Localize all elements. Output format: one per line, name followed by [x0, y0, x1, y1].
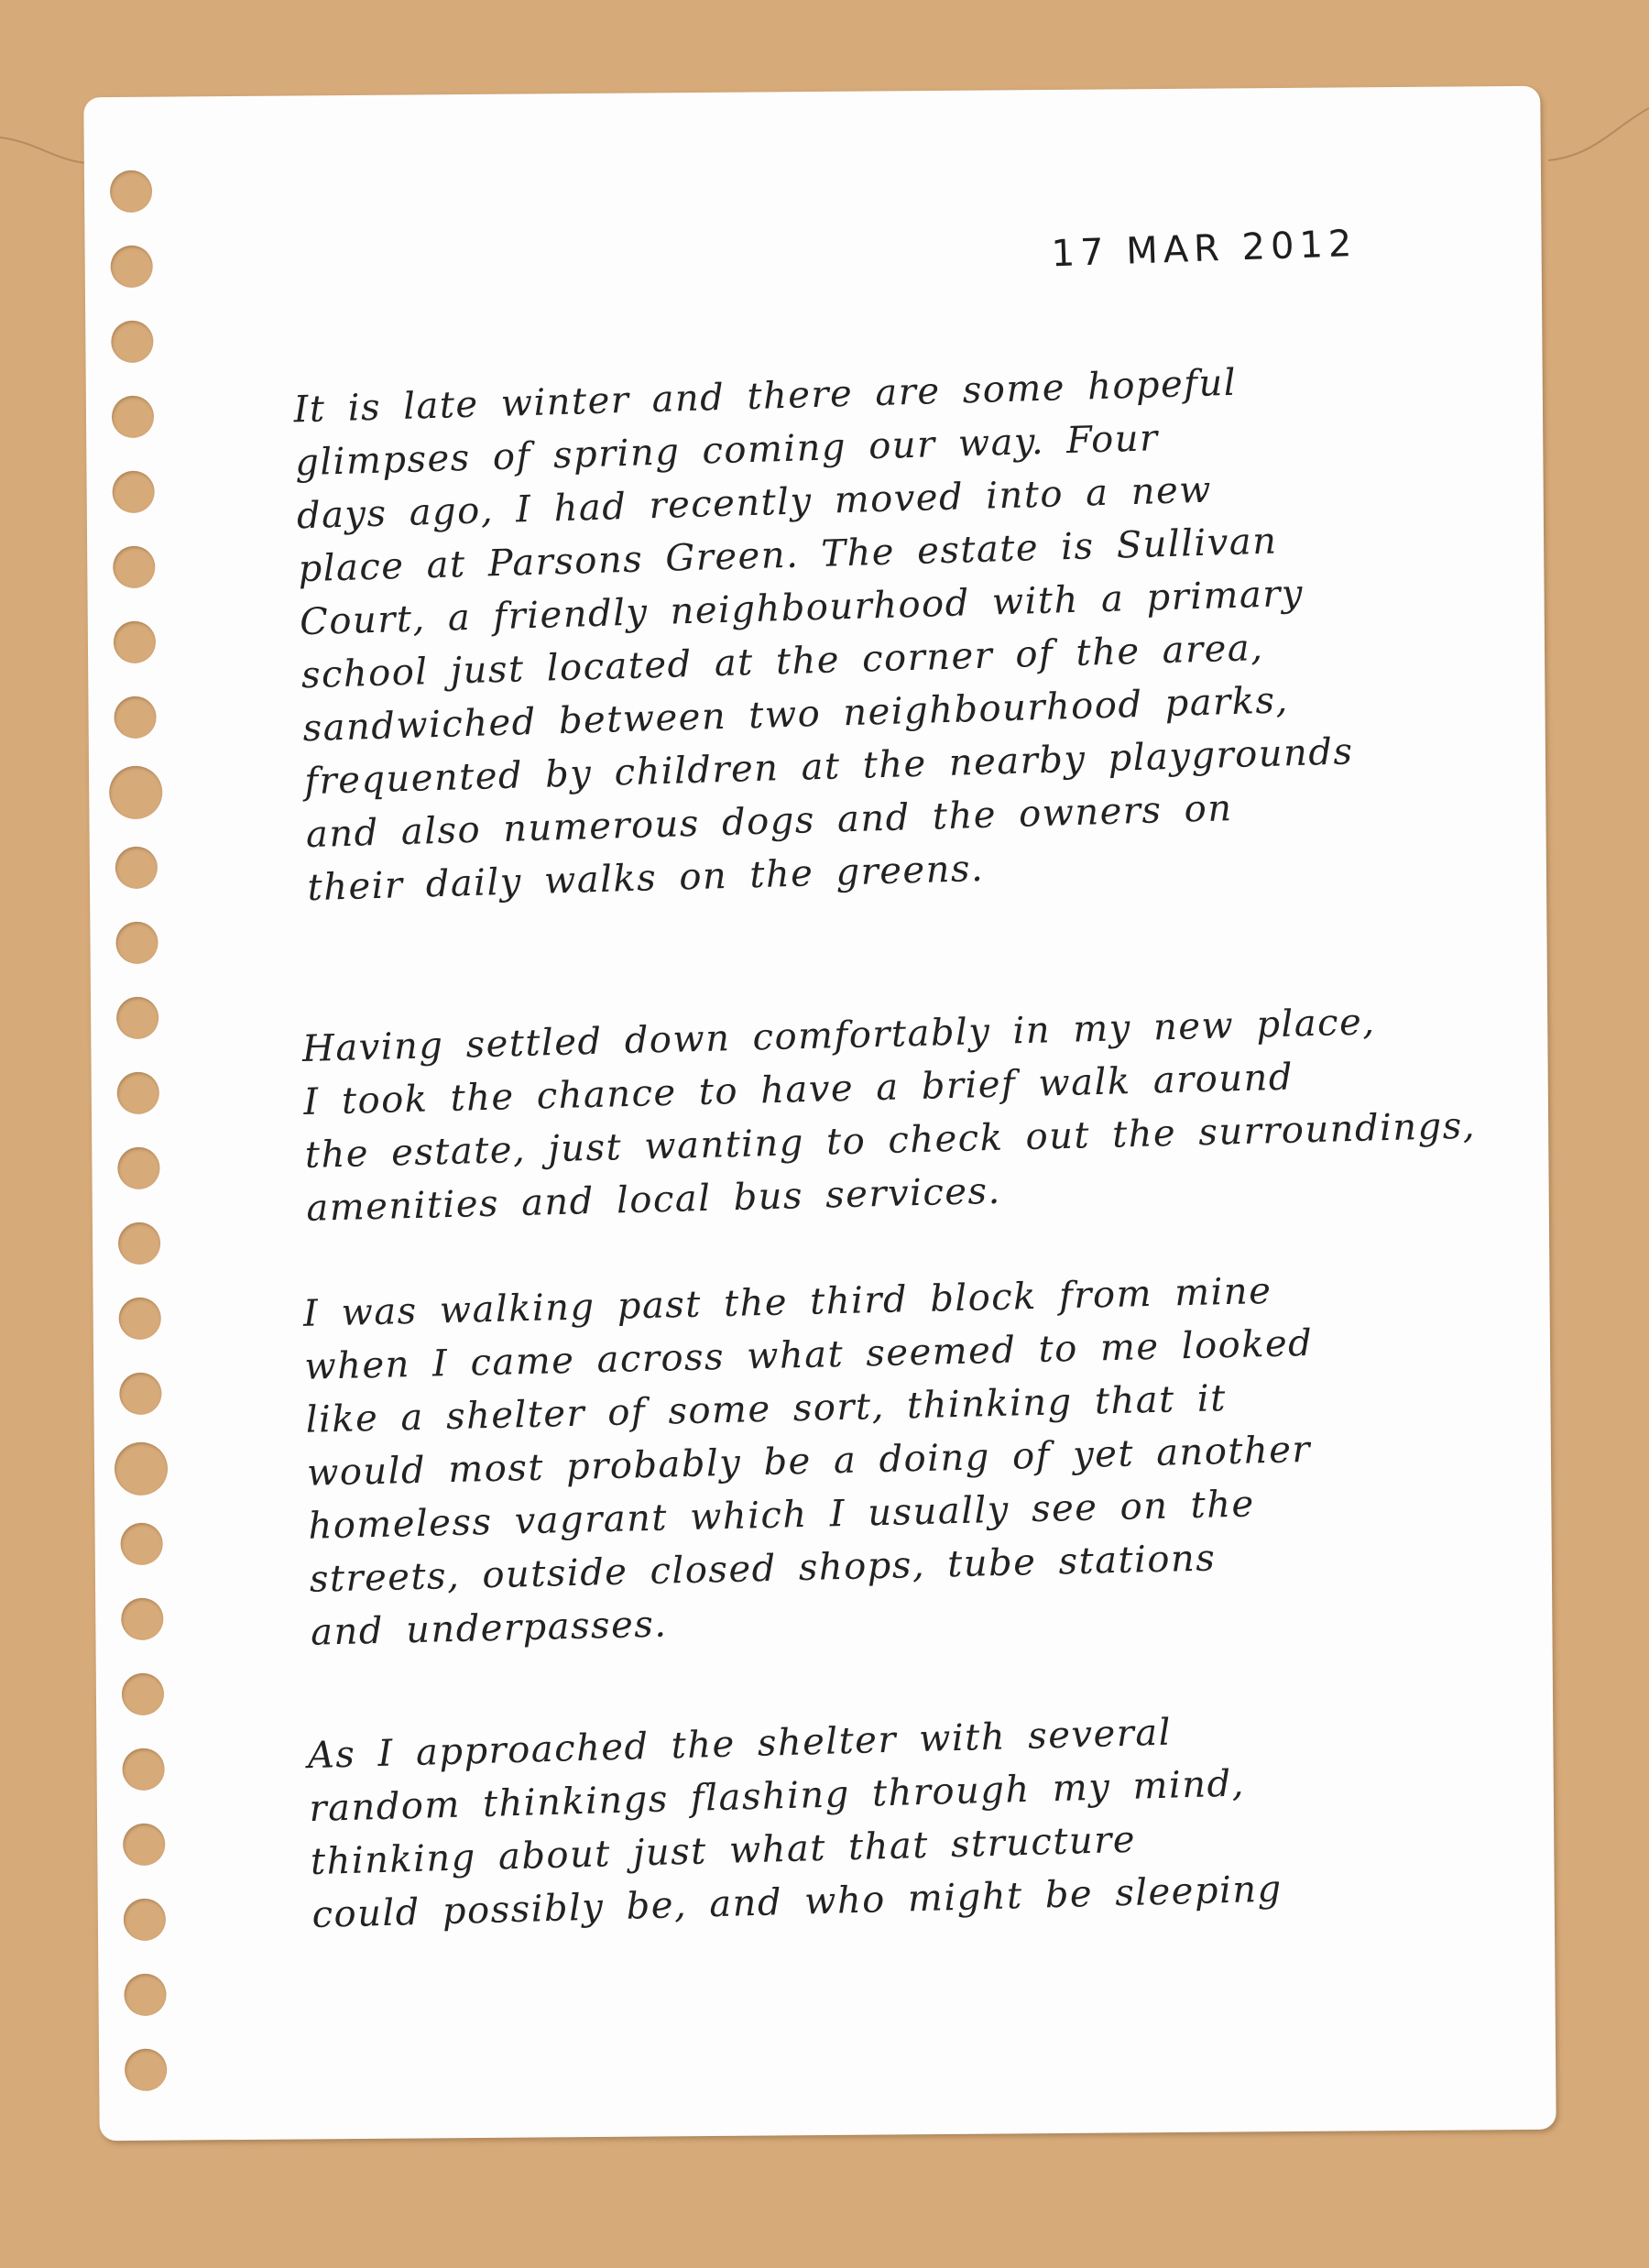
text-line: random thinkings flashing through my mind,: [308, 1762, 1246, 1831]
binder-hole: [120, 1523, 162, 1565]
text-line: could possibly be, and who might be sleeping: [311, 1868, 1283, 1937]
binder-hole: [117, 1147, 159, 1189]
text-line: amenities and local bus services.: [305, 1169, 1002, 1230]
text-line: frequented by children at the nearby playgrounds: [303, 730, 1355, 804]
binder-hole: [124, 1974, 166, 2016]
binder-hole: [117, 1072, 159, 1114]
paragraph: [302, 1259, 1520, 1660]
text-line: place at Parsons Green. The estate is Sullivan: [297, 520, 1279, 591]
text-line: sandwiched between two neighbourhood parks,: [301, 679, 1290, 751]
binder-hole: [111, 246, 153, 288]
binder-hole: [119, 1298, 161, 1340]
binder-hole: [115, 922, 158, 964]
binder-hole: [122, 1748, 164, 1791]
paragraph: [293, 348, 1517, 915]
binder-hole: [123, 1824, 165, 1866]
binder-hole: [124, 1899, 166, 1941]
text-line: Court, a friendly neighbourhood with a primary: [299, 572, 1305, 644]
binder-hole: [113, 546, 155, 588]
binder-hole: [115, 847, 158, 889]
text-line: like a shelter of some sort, thinking that it: [305, 1377, 1228, 1441]
binder-hole: [114, 621, 156, 663]
text-line: and underpasses.: [310, 1603, 668, 1654]
paragraph: [307, 1696, 1522, 1942]
text-line: when I came across what seemed to me looked: [303, 1321, 1314, 1388]
text-line: I was walking past the third block from mine: [302, 1269, 1272, 1335]
text-line: days ago, I had recently moved into a new: [296, 468, 1213, 538]
binder-hole: [110, 170, 152, 213]
binder-hole: [122, 1673, 164, 1715]
text-line: As I approached the shelter with several: [307, 1711, 1173, 1778]
binder-hole: [114, 696, 156, 739]
text-line: homeless vagrant which I usually see on the: [307, 1483, 1256, 1548]
text-line: and also numerous dogs and the owners on: [305, 787, 1234, 857]
binder-hole: [112, 471, 154, 513]
text-line: thinking about just what that structure: [310, 1818, 1137, 1884]
binder-hole: [112, 396, 154, 438]
binder-hole: [115, 1442, 168, 1496]
binder-hole: [119, 1373, 161, 1415]
text-line: Having settled down comfortably in my new place,: [301, 1001, 1376, 1070]
binder-hole: [109, 766, 162, 819]
binder-hole: [125, 2049, 167, 2091]
text-line: It is late winter and there are some hopeful: [292, 361, 1238, 432]
binder-hole: [121, 1598, 163, 1640]
text-line: would most probably be a doing of yet another: [306, 1428, 1312, 1495]
letter-date: 17 MAR 2012: [1050, 223, 1359, 276]
text-line: their daily walks on the greens.: [307, 847, 985, 910]
text-line: I took the chance to have a brief walk around: [302, 1056, 1294, 1123]
paragraph: [301, 992, 1515, 1235]
binder-hole: [118, 1222, 160, 1265]
text-line: glimpses of spring coming our way. Four: [294, 417, 1160, 485]
text-line: streets, outside closed shops, tube stations: [309, 1537, 1217, 1601]
binder-hole: [111, 321, 153, 363]
text-line: the estate, just wanting to check out the surroundings,: [304, 1104, 1477, 1177]
notebook-page: [83, 86, 1556, 2141]
binder-hole: [116, 997, 158, 1039]
text-line: school just located at the corner of the area,: [300, 626, 1265, 697]
